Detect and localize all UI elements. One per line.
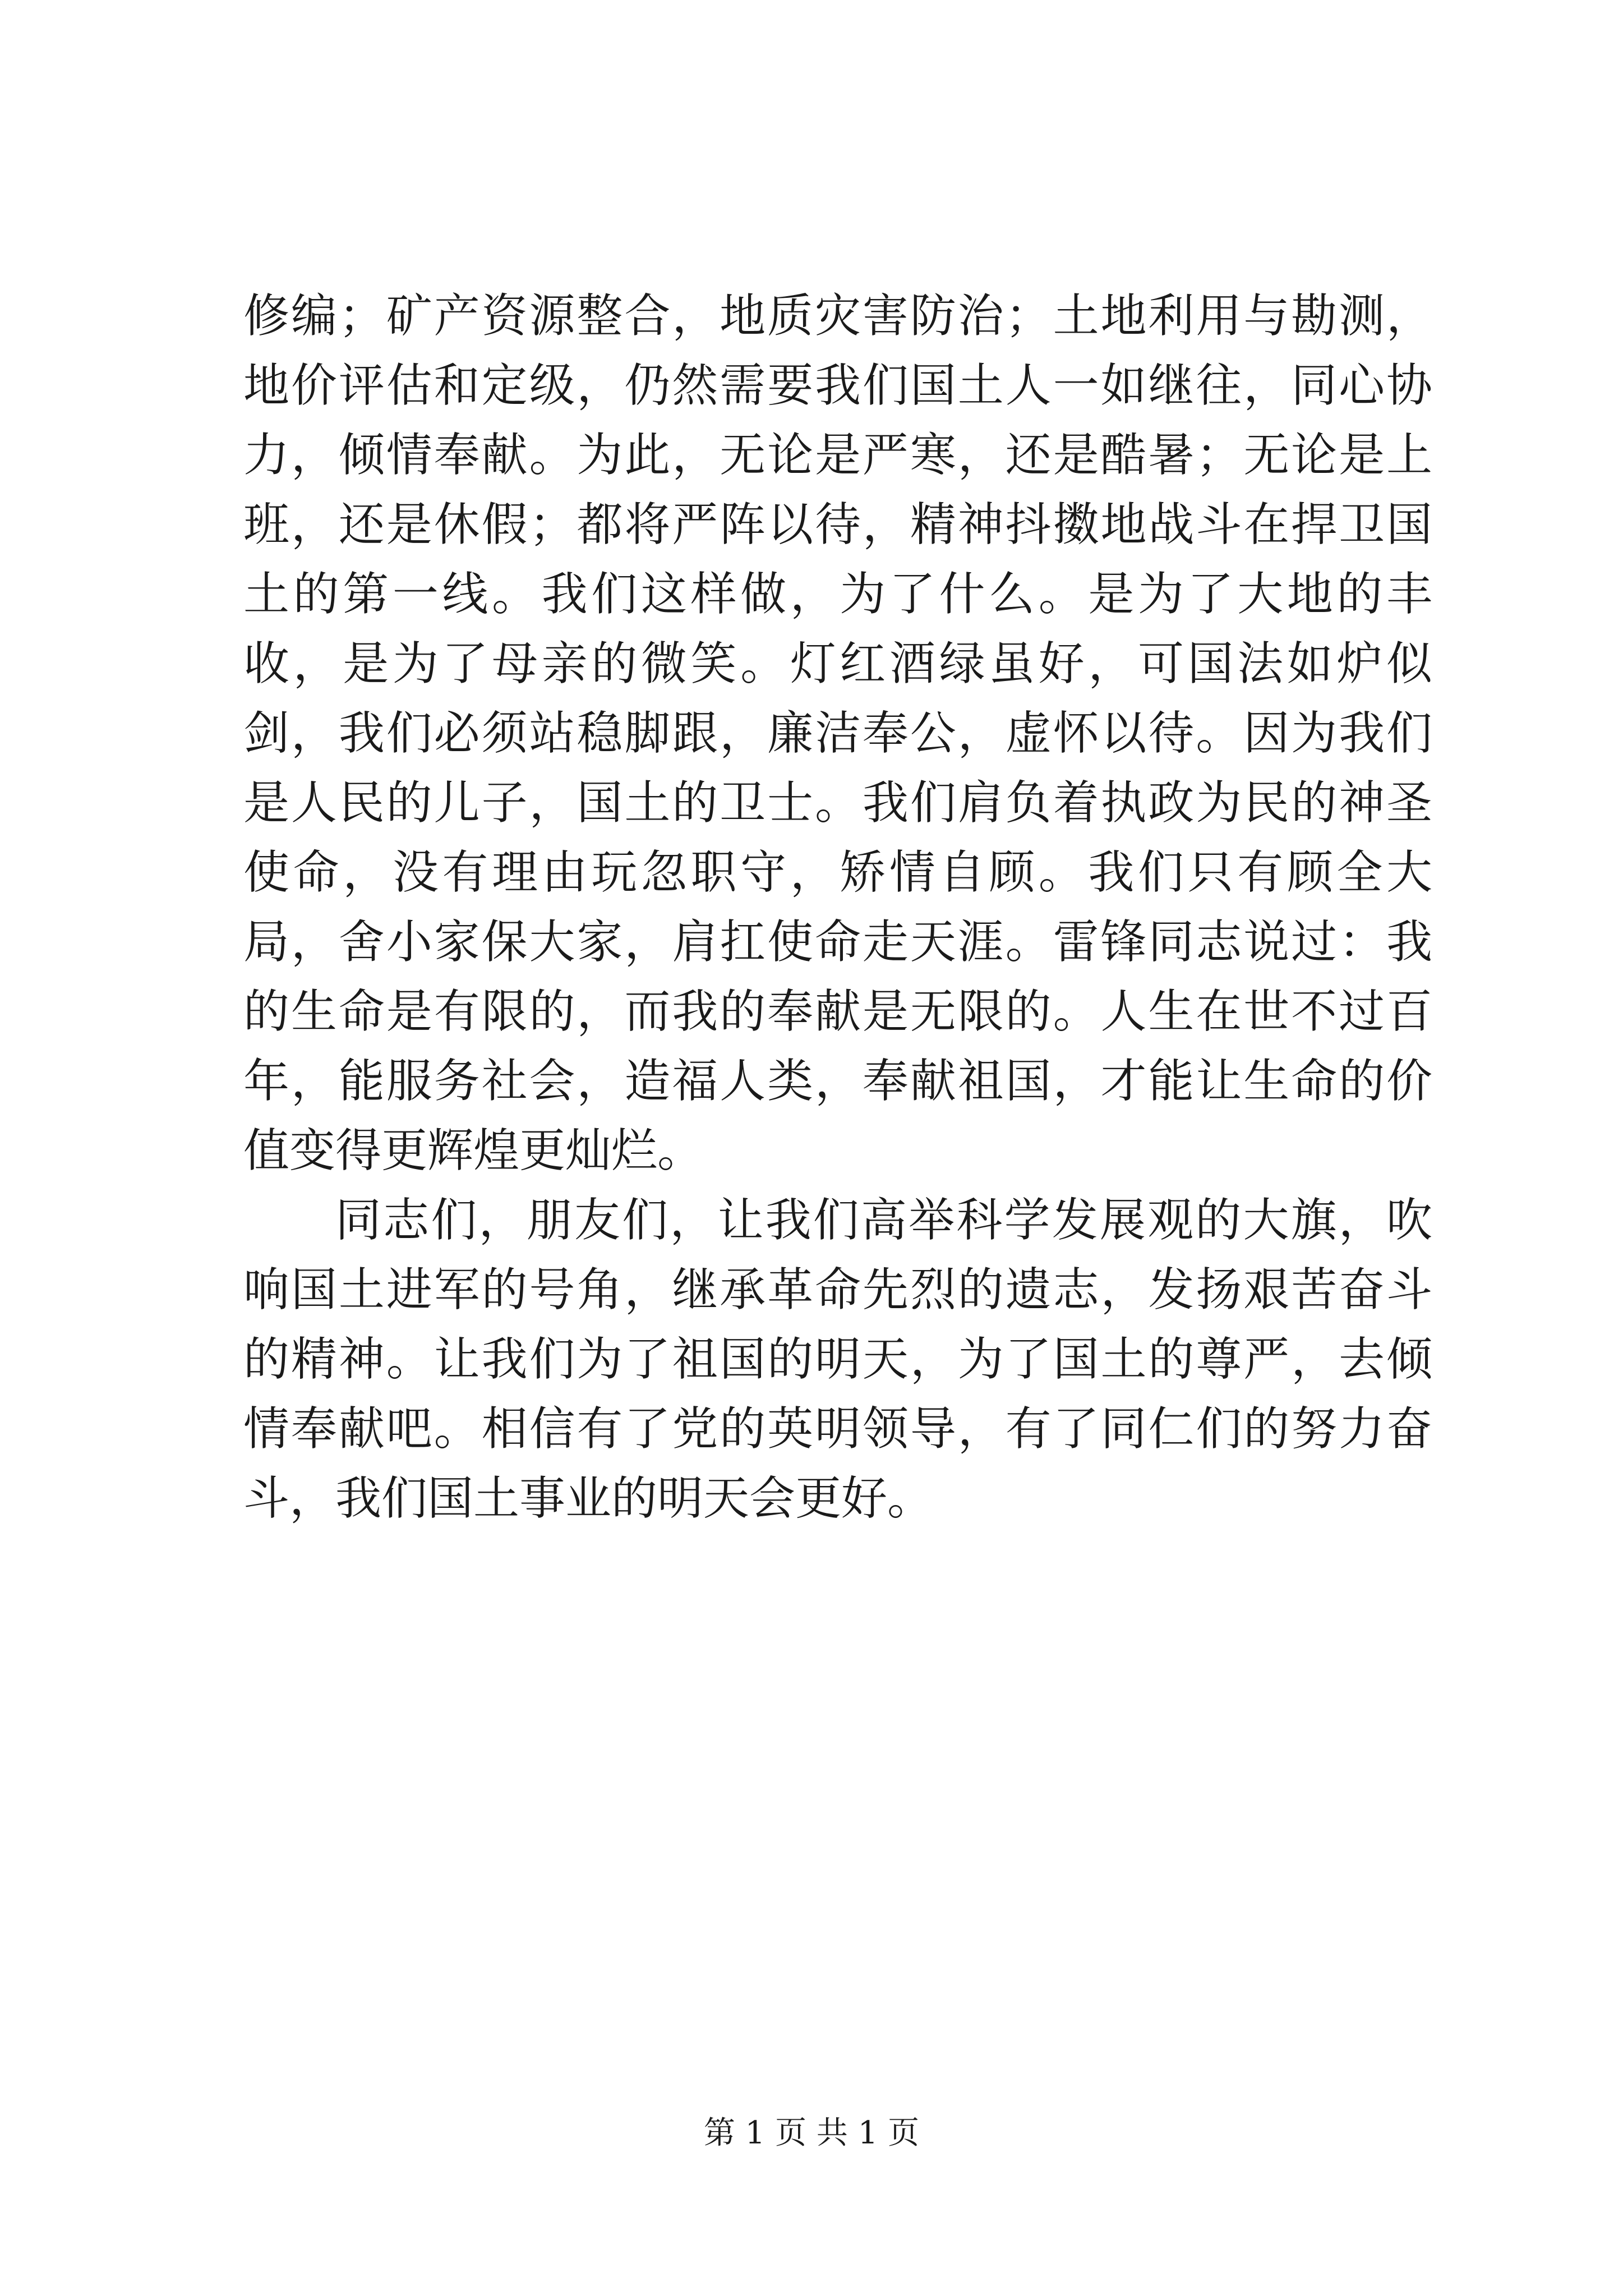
paragraph-closing: 同志们，朋友们，让我们高举科学发展观的大旗，吹响国土进军的号角，继承革命先烈的遗志，发扬艰苦奋斗的精神。让我们为了祖国的明天，为了国土的尊严，去倾情奉献吧。相信有了党的英明领导，有了同仁们的努力奋斗，我们国土事业的明天会更好。 xyxy=(243,1194,1432,1525)
page-footer: 第 1 页 共 1 页 xyxy=(703,2115,920,2151)
document-body xyxy=(243,282,1432,1534)
paragraph-continued: 修编；矿产资源整合，地质灾害防治；土地利用与勘测，地价评估和定级，仍然需要我们国土人一如继往，同心协力，倾情奉献。为此，无论是严寒，还是酷暑；无论是上班，还是休假；都将严阵以待，精神抖擞地战斗在捍卫国土的第一线。我们这样做，为了什么。是为了大地的丰收，是为了母亲的微笑。灯红酒绿虽好，可国法如炉似剑，我们必须站稳脚跟，廉洁奉公，虚怀以待。因为我们是人民的儿子，国土的卫士。我们肩负着执政为民的神圣使命，没有理由玩忽职守，矫情自顾。我们只有顾全大局，舍小家保大家，肩扛使命走天涯。雷锋同志说过：我的生命是有限的，而我的奉献是无限的。人生在世不过百年，能服务社会，造福人类，奉献祖国，才能让生命的价值变得更辉煌更灿烂。 xyxy=(243,289,1432,1177)
